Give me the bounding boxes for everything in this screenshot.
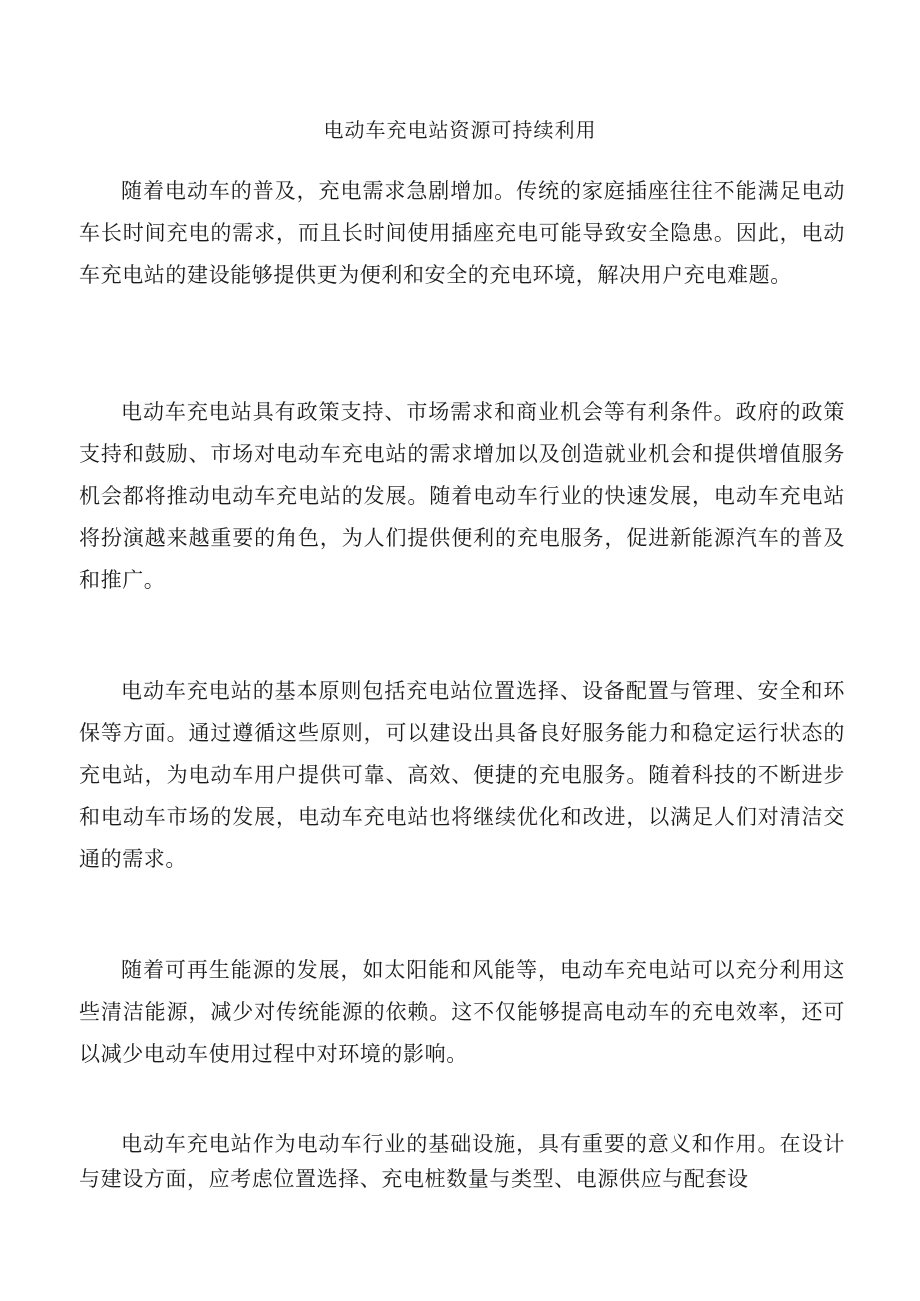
paragraph-1: 随着电动车的普及，充电需求急剧增加。传统的家庭插座往往不能满足电动车长时间充电的需求，而且长时间使用插座充电可能导致安全隐患。因此，电动车充电站的建设能够提供更为便利和安全的充电环境，解决用户充电难题。 xyxy=(79,179,845,287)
document-title: 电动车充电站资源可持续利用 xyxy=(323,118,597,142)
paragraph-4: 随着可再生能源的发展，如太阳能和风能等，电动车充电站可以充分利用这些清洁能源，减少对传统能源的依赖。这不仅能够提高电动车的充电效率，还可以减少电动车使用过程中对环境的影响。 xyxy=(79,958,845,1066)
paragraph-5: 电动车充电站作为电动车行业的基础设施，具有重要的意义和作用。在设计与建设方面，应考虑位置选择、充电桩数量与类型、电源供应与配套设 xyxy=(79,1132,845,1191)
paragraph-2: 电动车充电站具有政策支持、市场需求和商业机会等有利条件。政府的政策支持和鼓励、市场对电动车充电站的需求增加以及创造就业机会和提供增值服务机会都将推动电动车充电站的发展。随着电动车行业的快速发展，电动车充电站将扮演越来越重要的角色，为人们提供便利的充电服务，促进新能源汽车的普及和推广。 xyxy=(79,400,845,592)
paragraph-3: 电动车充电站的基本原则包括充电站位置选择、设备配置与管理、安全和环保等方面。通过遵循这些原则，可以建设出具备良好服务能力和稳定运行状态的充电站，为电动车用户提供可靠、高效、便捷的充电服务。随着科技的不断进步和电动车市场的发展，电动车充电站也将继续优化和改进，以满足人们对清洁交通的需求。 xyxy=(79,679,845,871)
